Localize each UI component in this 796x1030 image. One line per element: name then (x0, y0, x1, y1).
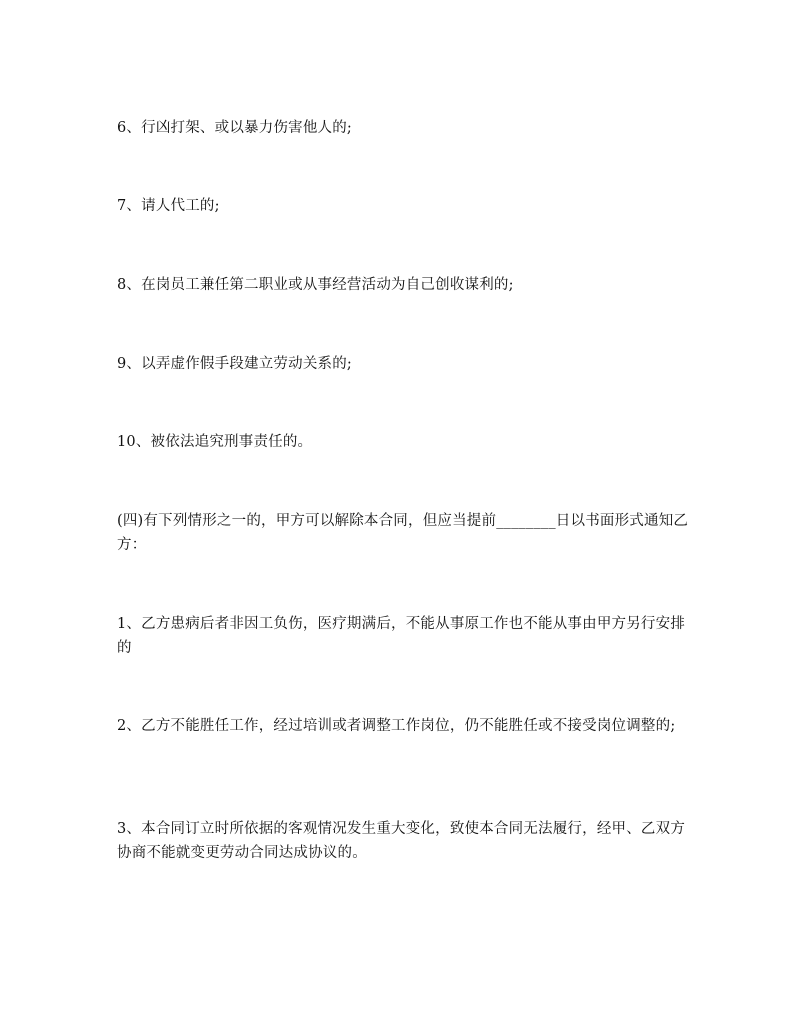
section-4-item-1-illness: 1、乙方患病后者非因工负伤，医疗期满后，不能从事原工作也不能从事由甲方另行安排的 (117, 616, 686, 656)
clause-8-second-job: 8、在岗员工兼任第二职业或从事经营活动为自己创收谋利的; (117, 277, 514, 293)
section-4-item-2-incompetence: 2、乙方不能胜任工作，经过培训或者调整工作岗位，仍不能胜任或不接受岗位调整的; (117, 718, 676, 734)
clause-10-criminal-liability: 10、被依法追究刑事责任的。 (117, 434, 313, 450)
clause-7-substitute-worker: 7、请人代工的; (117, 198, 220, 214)
clause-9-fraud: 9、以弄虚作假手段建立劳动关系的; (117, 356, 353, 372)
section-4-item-3-changed-circumstances: 3、本合同订立时所依据的客观情况发生重大变化，致使本合同无法履行，经甲、乙双方协商不能就变更劳动合同达成协议的。 (117, 821, 686, 861)
section-4-heading: (四)有下列情形之一的，甲方可以解除本合同，但应当提前________日以书面形式通知乙方： (117, 513, 689, 553)
clause-6-violence: 6、行凶打架、或以暴力伤害他人的; (117, 120, 353, 136)
